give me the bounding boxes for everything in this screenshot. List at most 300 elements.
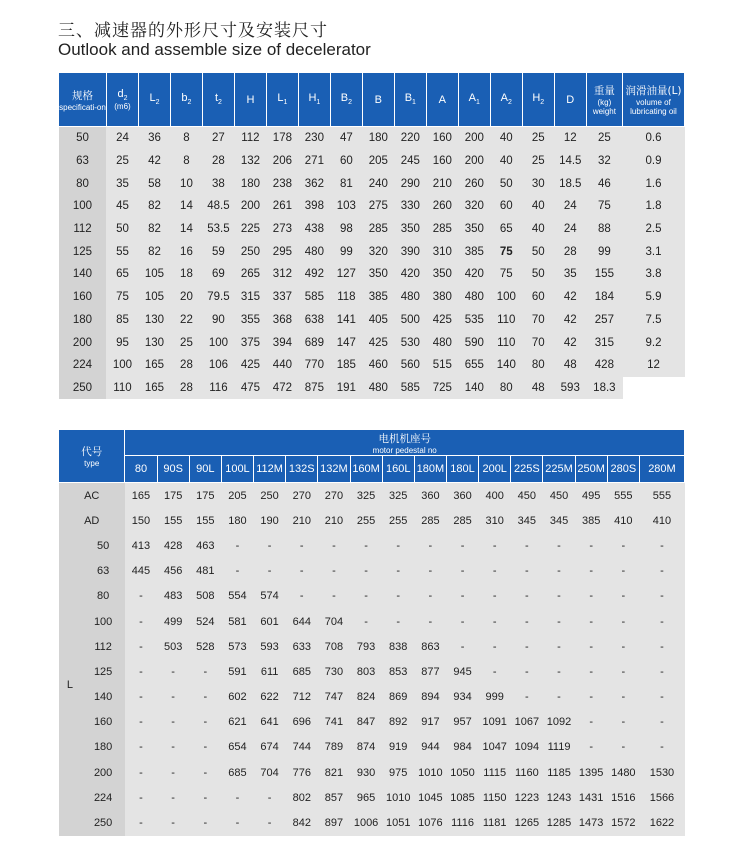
col-header — [362, 73, 394, 127]
table-cell: 503 — [157, 634, 189, 659]
table-cell: 930 — [350, 760, 382, 785]
motor-col-header: 80 — [125, 456, 157, 483]
col-header-subscript: 2 — [540, 99, 545, 107]
table-cell: 260 — [458, 172, 490, 195]
table-cell: 63 — [59, 150, 107, 173]
table-cell: 250 — [234, 240, 266, 263]
l-row — [59, 559, 685, 584]
col-header-symbol: L — [149, 92, 156, 105]
table-cell: 875 — [298, 377, 330, 400]
table-cell: - — [639, 710, 684, 735]
table-cell: 118 — [330, 286, 362, 309]
table-cell: 130 — [138, 309, 170, 332]
table-cell: - — [575, 634, 607, 659]
table-cell: 200 — [81, 760, 125, 785]
table-cell: 460 — [362, 354, 394, 377]
table-cell: 290 — [394, 172, 426, 195]
table-cell: 654 — [221, 735, 253, 760]
table-cell: 80 — [522, 354, 554, 377]
table-cell: 46 — [586, 172, 622, 195]
table-cell: - — [511, 634, 543, 659]
table-cell: 315 — [234, 286, 266, 309]
table-cell: 65 — [106, 263, 138, 286]
col-header — [266, 73, 298, 127]
table-cell: - — [639, 584, 684, 609]
table-cell: 160 — [426, 150, 458, 173]
table-cell: 140 — [490, 354, 522, 377]
table-cell: 175 — [157, 483, 189, 509]
table-cell: 50 — [522, 240, 554, 263]
table-cell: 708 — [318, 634, 350, 659]
weight-header-cn: 重量 — [593, 85, 615, 97]
table-cell: 79.5 — [202, 286, 234, 309]
l-row — [59, 785, 685, 810]
table-cell: 573 — [221, 634, 253, 659]
table-cell: 428 — [157, 533, 189, 558]
table-cell: 160 — [59, 286, 107, 309]
table-cell: 593 — [554, 377, 586, 400]
table-cell: - — [125, 785, 157, 810]
table-cell: - — [446, 609, 478, 634]
motor-col-header: 112M — [254, 456, 286, 483]
table-cell: 741 — [318, 710, 350, 735]
table-cell: 210 — [318, 508, 350, 533]
table-cell: - — [543, 634, 575, 659]
table-cell: 1010 — [414, 760, 446, 785]
table-cell: 975 — [382, 760, 414, 785]
weight-header — [586, 73, 622, 127]
table-cell: 60 — [522, 286, 554, 309]
type-header-en: type — [84, 459, 100, 468]
table-cell: 475 — [234, 377, 266, 400]
table-cell: 957 — [446, 710, 478, 735]
col-header — [170, 73, 202, 127]
table-cell: 425 — [362, 331, 394, 354]
table-cell: 355 — [234, 309, 266, 332]
table-cell: 59 — [202, 240, 234, 263]
table-cell: - — [414, 584, 446, 609]
table-cell: 185 — [330, 354, 362, 377]
table-cell: 110 — [106, 377, 138, 400]
table-cell: - — [286, 559, 318, 584]
l-row — [59, 685, 685, 710]
table-cell: 375 — [234, 331, 266, 354]
table-cell: 69 — [202, 263, 234, 286]
table-row — [59, 240, 685, 263]
table-cell: 82 — [138, 240, 170, 263]
table-cell: 240 — [362, 172, 394, 195]
table-cell: 560 — [394, 354, 426, 377]
table-cell: - — [511, 559, 543, 584]
table-cell: 601 — [254, 609, 286, 634]
table-cell: - — [575, 559, 607, 584]
table-cell: 1480 — [607, 760, 639, 785]
oil-header — [623, 73, 685, 127]
table-cell: 98 — [330, 218, 362, 241]
table-cell: - — [125, 659, 157, 684]
table-cell: 345 — [511, 508, 543, 533]
table-cell: 28 — [554, 240, 586, 263]
table-cell: 1010 — [382, 785, 414, 810]
table-cell: 32 — [586, 150, 622, 173]
table-cell: 863 — [414, 634, 446, 659]
col-header — [298, 73, 330, 127]
col-header — [234, 73, 266, 127]
table-cell: 184 — [586, 286, 622, 309]
table-cell: 704 — [318, 609, 350, 634]
table-cell: - — [575, 609, 607, 634]
table-cell: 206 — [266, 150, 298, 173]
col-header-symbol: b — [181, 92, 188, 105]
table-cell: 12 — [623, 354, 685, 377]
table-cell: 360 — [414, 483, 446, 509]
table-cell: 350 — [458, 218, 490, 241]
motor-col-header: 132M — [318, 456, 350, 483]
table-cell: 3.8 — [623, 263, 685, 286]
table-cell: - — [511, 609, 543, 634]
table-cell: 250 — [59, 377, 107, 400]
table-cell: 1181 — [479, 810, 511, 835]
table-cell: 1.8 — [623, 195, 685, 218]
table-cell: - — [189, 810, 221, 835]
col-header-subscript: 2 — [218, 99, 222, 107]
table-cell: 18 — [170, 263, 202, 286]
table-cell: 641 — [254, 710, 286, 735]
table-cell: 103 — [330, 195, 362, 218]
table-cell: - — [543, 685, 575, 710]
table-cell: 140 — [59, 263, 107, 286]
table-cell: 847 — [350, 710, 382, 735]
table-cell: 112 — [234, 127, 266, 150]
table-cell: 877 — [414, 659, 446, 684]
table-cell: - — [575, 659, 607, 684]
l-row — [59, 710, 685, 735]
table-cell: 271 — [298, 150, 330, 173]
table-cell: - — [479, 659, 511, 684]
table-cell: - — [639, 559, 684, 584]
table-cell: - — [575, 533, 607, 558]
table-cell: 200 — [458, 150, 490, 173]
table-cell: 325 — [382, 483, 414, 509]
table-cell: - — [607, 735, 639, 760]
table-cell: 42 — [554, 309, 586, 332]
table-cell: 894 — [414, 685, 446, 710]
table-cell: 730 — [318, 659, 350, 684]
table-cell: - — [639, 735, 684, 760]
table-cell: 40 — [522, 195, 554, 218]
table-cell: - — [157, 735, 189, 760]
table-cell: 106 — [202, 354, 234, 377]
table-cell: 285 — [362, 218, 394, 241]
table-cell: 704 — [254, 760, 286, 785]
table-cell: 150 — [125, 508, 157, 533]
table-cell: 48 — [554, 354, 586, 377]
table-cell: 200 — [234, 195, 266, 218]
table-cell: 320 — [362, 240, 394, 263]
table-cell: 1076 — [414, 810, 446, 835]
table-cell: 82 — [138, 195, 170, 218]
table-cell: 155 — [189, 508, 221, 533]
table-cell: 210 — [426, 172, 458, 195]
table-cell: 524 — [189, 609, 221, 634]
table-cell: 165 — [125, 483, 157, 509]
table-cell: - — [125, 609, 157, 634]
col-header-subscript: 2 — [508, 99, 512, 107]
table-cell: 255 — [382, 508, 414, 533]
table-cell: 270 — [318, 483, 350, 509]
table-cell: 508 — [189, 584, 221, 609]
table-cell: - — [607, 584, 639, 609]
table-cell: 685 — [286, 659, 318, 684]
table-cell: - — [382, 559, 414, 584]
table-cell: 75 — [586, 195, 622, 218]
table-cell: - — [221, 785, 253, 810]
table-cell: - — [189, 785, 221, 810]
table-cell: - — [286, 533, 318, 558]
table-cell: - — [607, 559, 639, 584]
table-cell: 42 — [554, 286, 586, 309]
table-cell: 285 — [446, 508, 478, 533]
table-cell: 345 — [543, 508, 575, 533]
col-header — [490, 73, 522, 127]
col-header — [458, 73, 490, 127]
table-cell: 40 — [522, 218, 554, 241]
table-cell: 40 — [490, 127, 522, 150]
table-cell: - — [157, 785, 189, 810]
table-cell: 897 — [318, 810, 350, 835]
table-cell: 638 — [298, 309, 330, 332]
table-cell: 50 — [522, 263, 554, 286]
table-cell: 205 — [362, 150, 394, 173]
table-cell: - — [157, 760, 189, 785]
table-cell: 591 — [221, 659, 253, 684]
table-cell: 789 — [318, 735, 350, 760]
table-cell: 793 — [350, 634, 382, 659]
table-cell: 140 — [458, 377, 490, 400]
table-cell: 20 — [170, 286, 202, 309]
col-header-symbol: A — [438, 93, 446, 106]
table-cell: 1116 — [446, 810, 478, 835]
table-cell: - — [575, 685, 607, 710]
table-cell: 770 — [298, 354, 330, 377]
table-cell: 1.6 — [623, 172, 685, 195]
table-cell: 385 — [458, 240, 490, 263]
table-cell: - — [254, 559, 286, 584]
table-cell: 25 — [170, 331, 202, 354]
table-cell: 689 — [298, 331, 330, 354]
table-cell: 1530 — [639, 760, 684, 785]
table-cell: 362 — [298, 172, 330, 195]
ac-row — [59, 483, 685, 509]
table-cell: 285 — [414, 508, 446, 533]
motor-col-header: 225S — [511, 456, 543, 483]
col-header — [202, 73, 234, 127]
motor-pedestal-header-en: motor pedestal no — [372, 445, 437, 455]
table-cell: 24 — [554, 218, 586, 241]
table-cell: 802 — [286, 785, 318, 810]
l-row — [59, 810, 685, 835]
table-cell: - — [125, 760, 157, 785]
table-cell: - — [254, 810, 286, 835]
table-cell: 919 — [382, 735, 414, 760]
table-cell: 165 — [138, 377, 170, 400]
section-title-en: Outlook and assemble size of decelerator — [58, 40, 371, 59]
table-cell: 685 — [221, 760, 253, 785]
table-cell: 330 — [394, 195, 426, 218]
table-cell: 472 — [266, 377, 298, 400]
table-cell: 530 — [394, 331, 426, 354]
table-cell: 1473 — [575, 810, 607, 835]
table-cell: - — [511, 685, 543, 710]
table-cell: 16 — [170, 240, 202, 263]
table-cell: 499 — [157, 609, 189, 634]
table-cell: - — [125, 810, 157, 835]
table-cell: 60 — [330, 150, 362, 173]
motor-col-header: 160M — [350, 456, 382, 483]
table-cell: 1265 — [511, 810, 543, 835]
l-row — [59, 634, 685, 659]
table-cell: 747 — [318, 685, 350, 710]
table-cell: 315 — [586, 331, 622, 354]
table-cell: - — [221, 559, 253, 584]
table-cell: 70 — [522, 309, 554, 332]
table-cell: 36 — [138, 127, 170, 150]
table-cell: - — [639, 609, 684, 634]
table-cell: 25 — [522, 127, 554, 150]
table-cell: 869 — [382, 685, 414, 710]
table-cell: 100 — [81, 609, 125, 634]
table-cell: 1395 — [575, 760, 607, 785]
table-cell: - — [350, 559, 382, 584]
table-cell: 944 — [414, 735, 446, 760]
table-cell: 50 — [59, 127, 107, 150]
table-cell: 99 — [586, 240, 622, 263]
table-cell: - — [254, 785, 286, 810]
table-cell: 275 — [362, 195, 394, 218]
table-cell: 1285 — [543, 810, 575, 835]
table-cell: 105 — [138, 263, 170, 286]
table-cell: 480 — [458, 286, 490, 309]
table-cell: 95 — [106, 331, 138, 354]
table-cell: 593 — [254, 634, 286, 659]
table-cell: 574 — [254, 584, 286, 609]
table-cell: - — [607, 659, 639, 684]
section-title-cn: 三、减速器的外形尺寸及安装尺寸 — [58, 21, 328, 41]
col-header-symbol: H — [246, 93, 255, 106]
table-cell: - — [382, 584, 414, 609]
table-cell: 105 — [138, 286, 170, 309]
motor-col-header: 90S — [157, 456, 189, 483]
table-cell: 60 — [490, 195, 522, 218]
table-cell: 25 — [106, 150, 138, 173]
table-cell: 178 — [266, 127, 298, 150]
table-cell: 350 — [362, 263, 394, 286]
table-cell: 35 — [554, 263, 586, 286]
table-cell: 480 — [362, 377, 394, 400]
table-cell: 385 — [362, 286, 394, 309]
table-cell: 1091 — [479, 710, 511, 735]
col-header-symbol: A — [468, 92, 477, 105]
table-cell: 65 — [490, 218, 522, 241]
table-cell: 712 — [286, 685, 318, 710]
table-cell: - — [350, 584, 382, 609]
table-cell: 622 — [254, 685, 286, 710]
table-cell: 1051 — [382, 810, 414, 835]
col-header-subscript: 1 — [412, 99, 416, 107]
table-cell: - — [607, 634, 639, 659]
table-cell: - — [511, 659, 543, 684]
table-cell: - — [607, 685, 639, 710]
table-cell: 438 — [298, 218, 330, 241]
table-cell: 380 — [426, 286, 458, 309]
table-cell: 200 — [458, 127, 490, 150]
table-cell: 1431 — [575, 785, 607, 810]
table-cell: 22 — [170, 309, 202, 332]
table-cell: 110 — [490, 309, 522, 332]
table-cell: 190 — [254, 508, 286, 533]
table-cell: 1223 — [511, 785, 543, 810]
table-cell: 621 — [221, 710, 253, 735]
table-cell: - — [543, 609, 575, 634]
table-cell: 273 — [266, 218, 298, 241]
table-cell: AC — [59, 483, 125, 509]
table-cell: 555 — [607, 483, 639, 509]
table-cell: - — [189, 760, 221, 785]
table-cell: 585 — [298, 286, 330, 309]
table-cell: 24 — [554, 195, 586, 218]
table-cell: 200 — [59, 331, 107, 354]
table-cell: 285 — [426, 218, 458, 241]
l-row — [59, 760, 685, 785]
table-cell: 250 — [254, 483, 286, 509]
table-cell: 42 — [138, 150, 170, 173]
table-cell: 47 — [330, 127, 362, 150]
table-cell: 48.5 — [202, 195, 234, 218]
table-cell: 725 — [426, 377, 458, 400]
motor-col-header: 180M — [414, 456, 446, 483]
table-cell: 27 — [202, 127, 234, 150]
table-cell: 210 — [286, 508, 318, 533]
table-cell: - — [221, 810, 253, 835]
table-cell: 0.6 — [623, 127, 685, 150]
l-row — [59, 659, 685, 684]
table-cell: 165 — [138, 354, 170, 377]
table-cell: 410 — [607, 508, 639, 533]
col-header-symbol: d — [117, 87, 124, 100]
table-cell: 633 — [286, 634, 318, 659]
table-cell: 82 — [138, 218, 170, 241]
table-cell: 440 — [266, 354, 298, 377]
motor-col-header: 180L — [446, 456, 478, 483]
table-cell: 255 — [350, 508, 382, 533]
table-cell: 35 — [106, 172, 138, 195]
table-cell: - — [607, 609, 639, 634]
table-cell: 1067 — [511, 710, 543, 735]
table-cell: 821 — [318, 760, 350, 785]
table-cell: 842 — [286, 810, 318, 835]
table-cell: 857 — [318, 785, 350, 810]
table-cell: 492 — [298, 263, 330, 286]
table-cell: - — [446, 559, 478, 584]
table-cell: 483 — [157, 584, 189, 609]
table-cell: 674 — [254, 735, 286, 760]
l-row — [59, 584, 685, 609]
table-cell: 776 — [286, 760, 318, 785]
table-cell: 112 — [59, 218, 107, 241]
table-cell: 1047 — [479, 735, 511, 760]
table-cell: 360 — [446, 483, 478, 509]
table-cell: 602 — [221, 685, 253, 710]
